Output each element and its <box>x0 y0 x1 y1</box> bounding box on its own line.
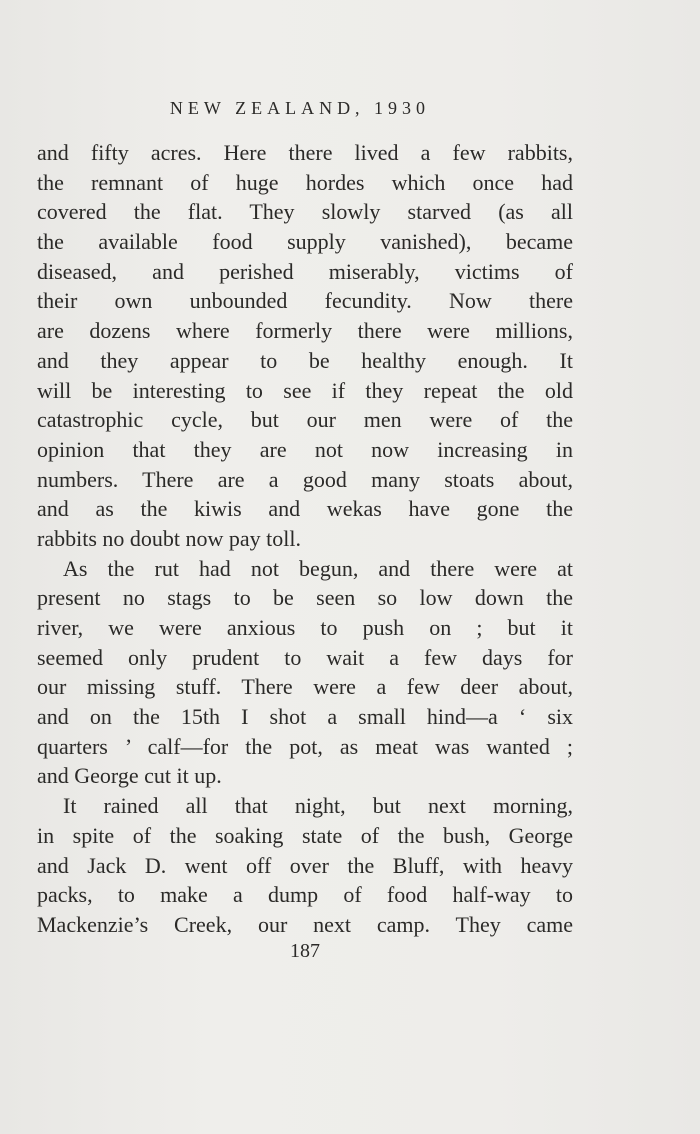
text-line: and Jack D. went off over the Bluff, with heavy <box>37 852 573 878</box>
text-line: present no stags to be seen so low down the <box>37 585 573 611</box>
text-line: quarters ’ calf—for the pot, as meat was wanted ; <box>37 733 573 759</box>
text-line: rabbits no doubt now pay toll. <box>37 525 301 551</box>
text-line: Mackenzie’s Creek, our next camp. They came <box>37 911 573 937</box>
text-line: diseased, and perished miserably, victims of <box>37 258 573 284</box>
text-line: catastrophic cycle, but our men were of the <box>37 407 573 433</box>
text-line: are dozens where formerly there were millions, <box>37 318 573 344</box>
text-line: and they appear to be healthy enough. It <box>37 347 573 373</box>
text-line: in spite of the soaking state of the bush, George <box>37 822 573 848</box>
page-number: 187 <box>290 940 320 962</box>
text-line: covered the flat. They slowly starved (as all <box>37 199 573 225</box>
text-line: It rained all that night, but next morning, <box>63 793 573 819</box>
text-line: river, we were anxious to push on ; but it <box>37 615 573 640</box>
text-line: and as the kiwis and wekas have gone the <box>37 496 573 522</box>
body-text <box>37 138 573 940</box>
text-line: will be interesting to see if they repeat the old <box>37 377 573 403</box>
text-line: the remnant of huge hordes which once had <box>37 169 573 195</box>
running-head: NEW ZEALAND, 1930 <box>169 98 431 118</box>
text-line: As the rut had not begun, and there were at <box>63 555 573 581</box>
text-line: seemed only prudent to wait a few days for <box>37 644 573 670</box>
text-line: the available food supply vanished), became <box>37 229 573 255</box>
text-line: opinion that they are not now increasing in <box>37 436 573 462</box>
text-line: their own unbounded fecundity. Now there <box>37 288 573 314</box>
text-line: packs, to make a dump of food half-way to <box>37 882 573 908</box>
text-line: and George cut it up. <box>37 763 222 789</box>
text-line: our missing stuff. There were a few deer about, <box>37 674 573 700</box>
text-line: and on the 15th I shot a small hind—a ‘ six <box>37 704 573 730</box>
text-line: and fifty acres. Here there lived a few rabbits, <box>37 140 573 165</box>
text-line: numbers. There are a good many stoats about, <box>37 466 573 492</box>
